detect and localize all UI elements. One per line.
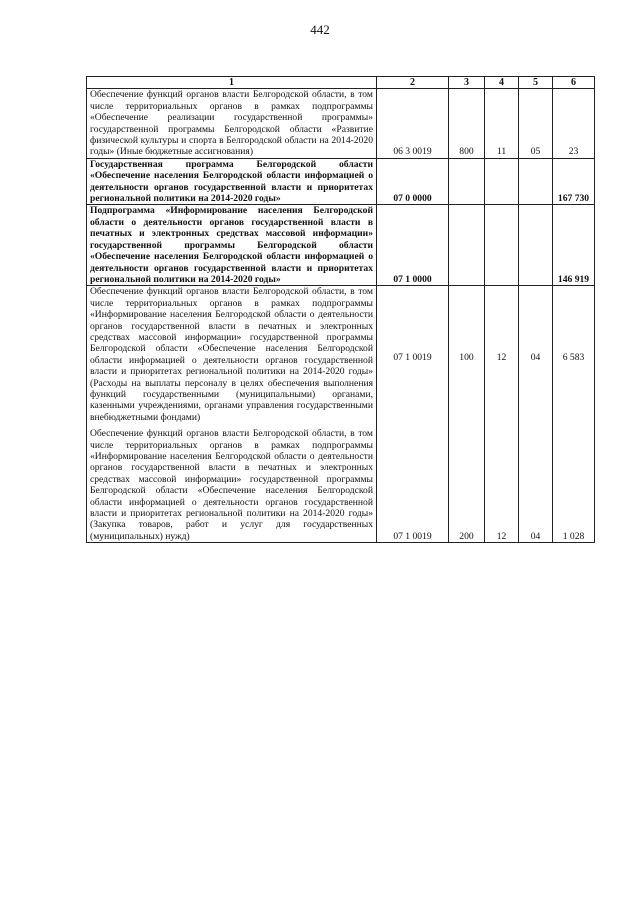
budget-table [86, 76, 595, 543]
row-expense-type: 800 [449, 89, 485, 158]
row-amount: 167 730 [553, 158, 595, 205]
row-description: Государственная программа Белгородской области «Обеспечение населения Белгородской области информацией о деятельности органов государственной власти и приоритетах региональной политики на 2014-2020 годы» [87, 158, 377, 205]
row-section [485, 286, 519, 543]
row-expense-type [449, 286, 485, 543]
row-description: Подпрограмма «Информирование населения Белгородской области о деятельности органов государственной власти в печатных и электронных средствах массовой информации» государственной программы Белгородской области «Обеспечение населения Белгородской области информацией о деятельности органов государственной власти и приоритетах региональной политики на 2014-2020 годы» [87, 205, 377, 286]
row-section [485, 158, 519, 205]
column-header: 5 [519, 77, 553, 89]
row-subsection-value: 04 [530, 352, 541, 364]
row-expense-type-value: 200 [459, 530, 474, 542]
row-code: 07 0 0000 [377, 158, 449, 205]
row-subsection [519, 158, 553, 205]
column-header: 4 [485, 77, 519, 89]
row-expense-type [449, 158, 485, 205]
row-description [87, 286, 377, 543]
row-subsection [519, 205, 553, 286]
column-header: 6 [553, 77, 595, 89]
table-row [87, 89, 595, 158]
row-code: 06 3 0019 [377, 89, 449, 158]
column-header: 2 [377, 77, 449, 89]
row-code: 07 1 0000 [377, 205, 449, 286]
page-number: 442 [310, 22, 330, 37]
row-amount-value: 1 028 [562, 530, 585, 542]
row-code-value: 07 1 0019 [393, 530, 432, 542]
row-code-value: 07 1 0019 [393, 352, 432, 364]
row-section-value: 12 [496, 352, 507, 364]
row-description: Обеспечение функций органов власти Белгородской области, в том числе территориальных органов в рамках подпрограммы «Обеспечение реализации государственной программы» государственной программы Белгородской области «Развитие физической культуры и спорта в Белгородской области на 2014-2020 годы» (Иные бюджетные ассигнования) [87, 89, 377, 158]
row-amount: 23 [553, 89, 595, 158]
row-expense-type-value: 100 [459, 352, 474, 364]
column-header: 3 [449, 77, 485, 89]
row-code [377, 286, 449, 543]
row-amount [553, 286, 595, 543]
row-description-text: Обеспечение функций органов власти Белгородской области, в том числе территориальных органов в рамках подпрограммы «Информирование населения Белгородской области о деятельности органов государственной власти в печатных и электронных средствах массовой информации» государственной программы Белгородской области «Обеспечение населения Белгородской области информацией о деятельности органов государственной власти и приоритетах региональной политики на 2014-2020 годы» (Расходы на выплаты персоналу в целях обеспечения выполнения функций государственными (муниципальными) органами, казенными учреждениями, органами управления государственными внебюджетными фондами) [90, 286, 373, 423]
row-amount-value: 6 583 [562, 352, 585, 364]
table-row [87, 205, 595, 286]
table-row [87, 286, 595, 543]
row-section [485, 205, 519, 286]
row-description-text: Обеспечение функций органов власти Белгородской области, в том числе территориальных органов в рамках подпрограммы «Информирование населения Белгородской области о деятельности органов государственной власти в печатных и электронных средствах массовой информации» государственной программы Белгородской области «Обеспечение населения Белгородской области информацией о деятельности органов государственной власти и приоритетах региональной политики на 2014-2020 годы» (Закупка товаров, работ и услуг для государственных (муниципальных) нужд) [90, 428, 373, 542]
row-amount: 146 919 [553, 205, 595, 286]
row-section-value: 12 [496, 530, 507, 542]
row-expense-type [449, 205, 485, 286]
column-header: 1 [87, 77, 377, 89]
table-row [87, 158, 595, 205]
row-section: 11 [485, 89, 519, 158]
table-header-row [87, 77, 595, 89]
row-subsection [519, 286, 553, 543]
row-subsection: 05 [519, 89, 553, 158]
row-subsection-value: 04 [530, 530, 541, 542]
